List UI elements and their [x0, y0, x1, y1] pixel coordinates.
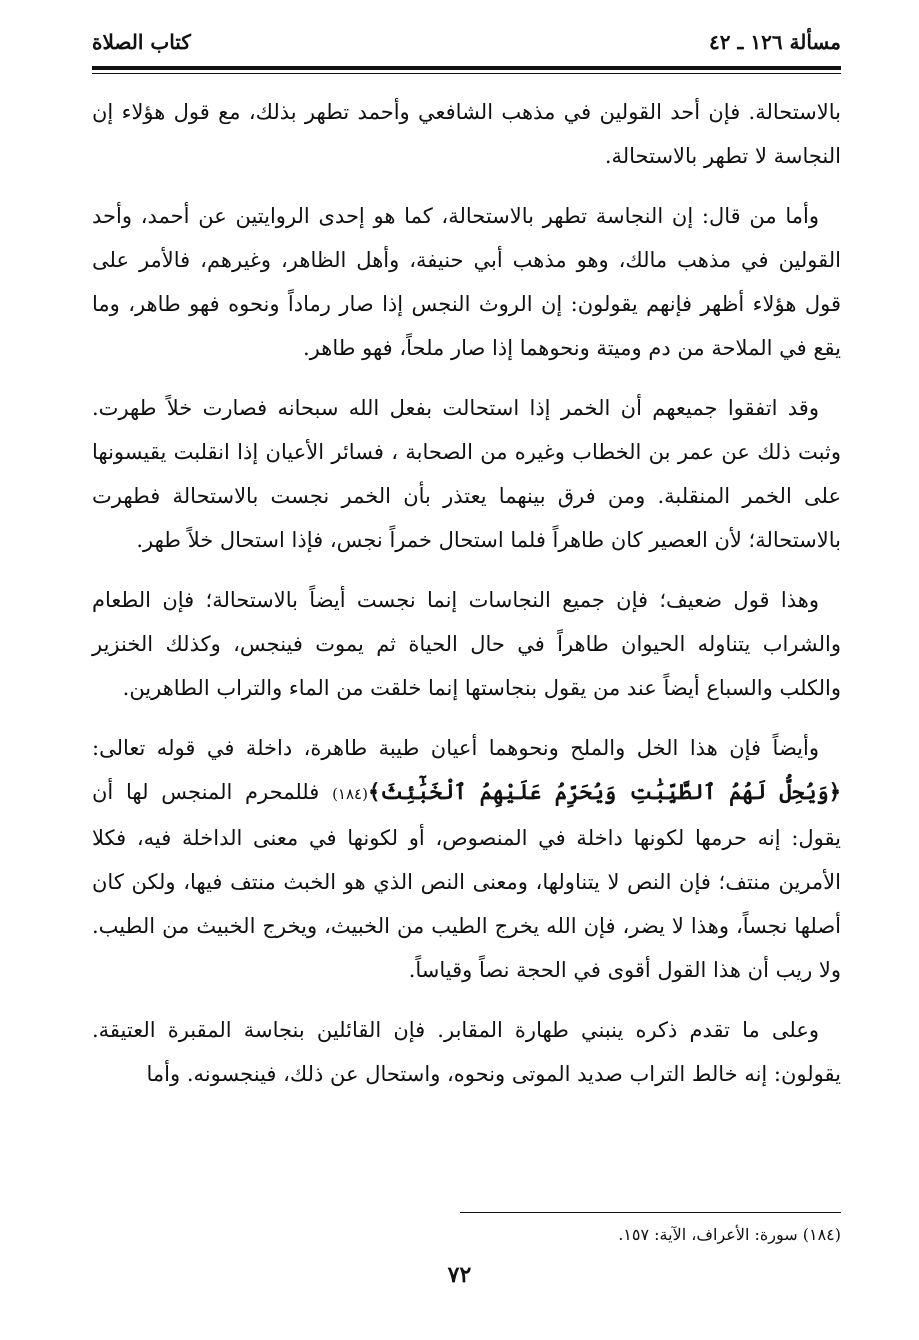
paragraph-5-rest: فللمحرم المنجس لها أن يقول: إنه حرمها لكونها داخلة في المنصوص، أو لكونها في معنى الداخلة فيه، فكلا الأمرين منتف؛ فإن النص لا يتناولها، ومعنى النص الذي هو الخبث منتف فيها، ولكن كان أصلها نجساً، وهذا لا يضر، فإن الله يخرج الطيب من الخبيث، ويخرج الخبيث من الطيب. ولا ريب أن هذا القول أقوى في الحجة نصاً وقياساً. — [92, 780, 841, 982]
quran-verse: ﴿وَيُحِلُّ لَهُمُ ٱلطَّيِّبَٰتِ وَيُحَرِّمُ عَلَيْهِمُ ٱلْخَبَٰٓئِثَ﴾ — [367, 779, 841, 804]
paragraph-5-intro: وأيضاً فإن هذا الخل والملح ونحوهما أعيان طيبة طاهرة، داخلة في قوله تعالى: — [92, 736, 819, 760]
paragraph-3: وقد اتفقوا جميعهم أن الخمر إذا استحالت بفعل الله سبحانه فصارت خلاً طهرت. وثبت ذلك عن عمر بن الخطاب وغيره من الصحابة ، فسائر الأعيان إذا انقلبت يقيسونها على الخمر المنقلبة. ومن فرق بينهما يعتذر بأن الخمر نجست بالاستحالة فطهرت بالاستحالة؛ لأن العصير كان طاهراً فلما استحال خمراً نجس، فإذا استحال خلاً طهر. — [92, 396, 841, 552]
body-text — [92, 90, 841, 1112]
header-rule-thick — [92, 66, 841, 70]
header-rule-thin — [92, 73, 841, 74]
paragraph-2: وأما من قال: إن النجاسة تطهر بالاستحالة، كما هو إحدى الروايتين عن أحمد، وأحد القولين في مذهب مالك، وهو مذهب أبي حنيفة، وأهل الظاهر، وغيرهم، فالأمر على قول هؤلاء أظهر فإنهم يقولون: إن الروث النجس إذا صار رماداً ونحوه فهو طاهر، وما يقع في الملاحة من دم وميتة ونحوهما إذا صار ملحاً، فهو طاهر. — [92, 204, 841, 360]
page-number: ٧٢ — [447, 1262, 472, 1288]
footnote: (١٨٤) سورة: الأعراف، الآية: ١٥٧. — [618, 1225, 841, 1244]
header-section-label: مسألة ١٢٦ ـ ٤٢ — [709, 30, 841, 54]
footnote-reference: (١٨٤) — [332, 785, 368, 803]
paragraph-4: وهذا قول ضعيف؛ فإن جميع النجاسات إنما نجست أيضاً بالاستحالة؛ فإن الطعام والشراب يتناوله الحيوان طاهراً في حال الحياة ثم يموت فينجس، وكذلك الخنزير والكلب والسباع أيضاً عند من يقول بنجاستها إنما خلقت من الماء والتراب الطاهرين. — [92, 588, 841, 700]
paragraph-5 — [92, 726, 841, 992]
paragraph-6: وعلى ما تقدم ذكره ينبني طهارة المقابر. فإن القائلين بنجاسة المقبرة العتيقة. يقولون: إنه خالط التراب صديد الموتى ونحوه، واستحال عن ذلك، فينجسونه. وأما — [92, 1018, 841, 1086]
footnote-divider — [460, 1212, 841, 1213]
running-header — [92, 22, 841, 62]
paragraph-1: بالاستحالة. فإن أحد القولين في مذهب الشافعي وأحمد تطهر بذلك، مع قول هؤلاء إن النجاسة لا تطهر بالاستحالة. — [92, 100, 841, 168]
header-book-title: كتاب الصلاة — [92, 30, 191, 54]
